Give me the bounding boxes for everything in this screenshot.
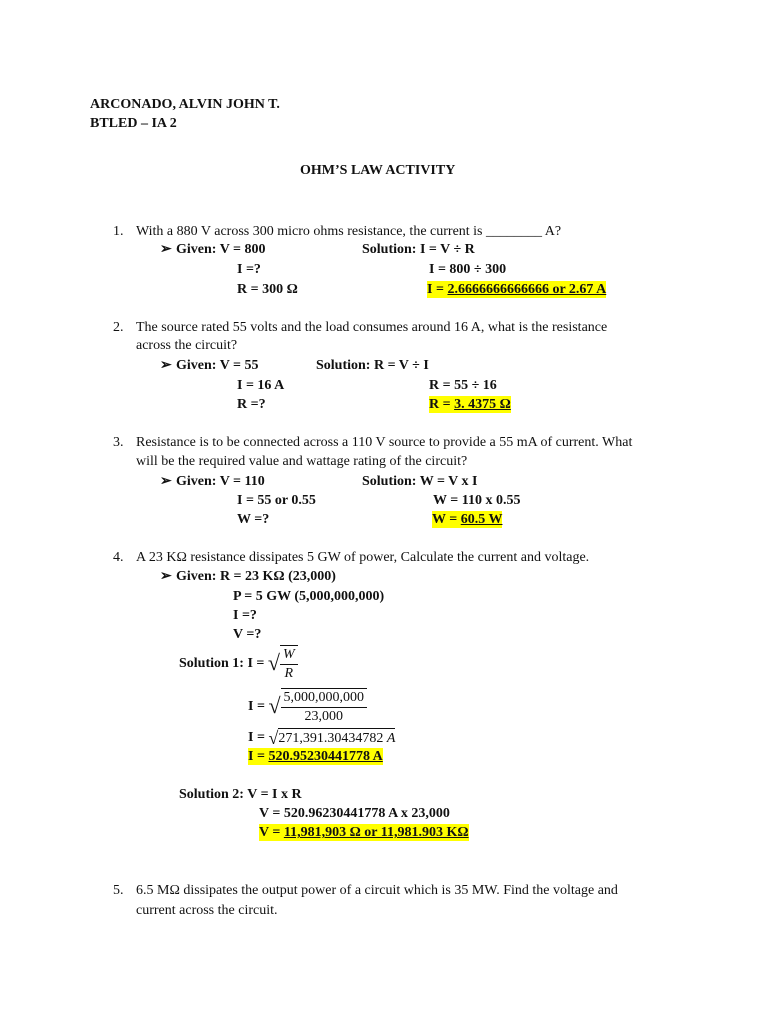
- q3-answer: W = 60.5 W: [432, 512, 503, 527]
- q3-text-line1: Resistance is to be connected across a 110 V source to provide a 55 mA of current. What: [136, 435, 633, 450]
- q4-text: A 23 KΩ resistance dissipates 5 GW of power, Calculate the current and voltage.: [136, 550, 590, 565]
- arrow-bullet-icon: ➢: [160, 358, 172, 373]
- q3-text-line2: will be the required value and wattage rating of the circuit?: [136, 454, 468, 469]
- course-code: BTLED – IA 2: [90, 116, 177, 131]
- q2-text-line2: across the circuit?: [136, 338, 238, 353]
- student-name: ARCONADO, ALVIN JOHN T.: [90, 97, 280, 112]
- q3-solution-step: W = 110 x 0.55: [433, 493, 521, 508]
- q4-given-line2: P = 5 GW (5,000,000,000): [233, 589, 385, 604]
- q2-given-line3: R =?: [237, 397, 266, 412]
- q2-answer: R = 3. 4375 Ω: [429, 397, 511, 412]
- q4-given: ➢ Given: R = 23 KΩ (23,000): [160, 569, 336, 584]
- q4-number: 4.: [113, 550, 124, 565]
- arrow-bullet-icon: ➢: [160, 569, 172, 584]
- q3-given: ➢ Given: V = 110: [160, 474, 265, 489]
- q2-solution-label: Solution: R = V ÷ I: [316, 358, 429, 373]
- q4-solution2-label: Solution 2: V = I x R: [179, 787, 302, 802]
- q2-given-line2: I = 16 A: [237, 378, 285, 393]
- q1-solution-step: I = 800 ÷ 300: [429, 262, 507, 277]
- arrow-bullet-icon: ➢: [160, 242, 172, 257]
- square-root: √ 271,391.30434782 A: [268, 728, 396, 748]
- q5-number: 5.: [113, 883, 124, 898]
- q4-solution1-step3: I = √ 271,391.30434782 A: [248, 728, 396, 748]
- q3-solution-label: Solution: W = V x I: [362, 474, 478, 489]
- q3-given-line3: W =?: [237, 512, 270, 527]
- q1-answer: I = 2.6666666666666 or 2.67 A: [427, 282, 607, 297]
- q2-number: 2.: [113, 320, 124, 335]
- q1-given-line2: I =?: [237, 262, 261, 277]
- square-root: √ $\frac{5,000,000,000}{23,000}$: [268, 688, 367, 726]
- q4-solution2-step: V = 520.96230441778 A x 23,000: [259, 806, 450, 821]
- q4-given-line3: I =?: [233, 608, 257, 623]
- q4-answer1: I = 520.95230441778 A: [248, 749, 383, 764]
- q5-text-line2: current across the circuit.: [136, 903, 278, 918]
- square-root: √ $\frac{W}{R}$: [268, 645, 298, 683]
- q2-given: ➢ Given: V = 55: [160, 358, 259, 373]
- q3-number: 3.: [113, 435, 124, 450]
- fraction-power-over-resistance: $\frac{5,000,000,000}{23,000}$: [281, 689, 368, 726]
- q2-text-line1: The source rated 55 volts and the load consumes around 16 A, what is the resistance: [136, 320, 608, 335]
- q1-number: 1.: [113, 224, 124, 239]
- q1-given-line3: R = 300 Ω: [237, 282, 298, 297]
- q1-text: With a 880 V across 300 micro ohms resistance, the current is ________ A?: [136, 224, 562, 239]
- q1-given: ➢ Given: V = 800: [160, 242, 266, 257]
- q4-solution1-formula: Solution 1: I = √ $\frac{W}{R}$: [179, 644, 298, 684]
- q3-given-line2: I = 55 or 0.55: [237, 493, 316, 508]
- arrow-bullet-icon: ➢: [160, 474, 172, 489]
- q5-text-line1: 6.5 MΩ dissipates the output power of a circuit which is 35 MW. Find the voltage and: [136, 883, 618, 898]
- page-title: OHM’S LAW ACTIVITY: [300, 163, 456, 178]
- q4-solution1-step2: I = √ $\frac{5,000,000,000}{23,000}$: [248, 687, 367, 727]
- q4-answer2: V = 11,981,903 Ω or 11,981.903 KΩ: [259, 825, 469, 840]
- q4-given-line4: V =?: [233, 627, 262, 642]
- q1-solution-label: Solution: I = V ÷ R: [362, 242, 475, 257]
- fraction-w-over-r: $\frac{W}{R}$: [280, 646, 298, 683]
- q2-solution-step: R = 55 ÷ 16: [429, 378, 497, 393]
